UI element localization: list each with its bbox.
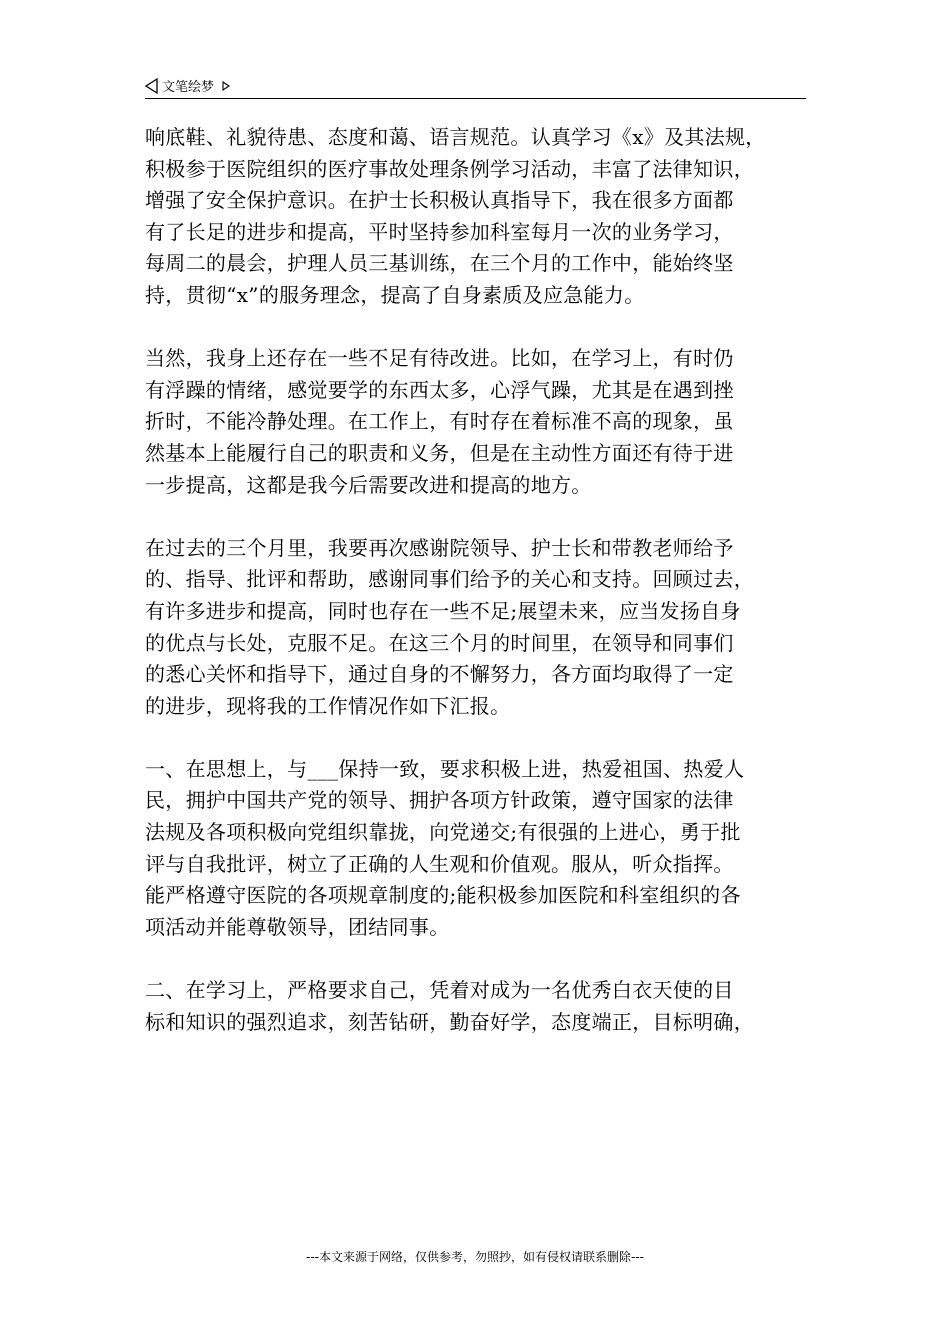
triangle-right-icon	[222, 81, 230, 91]
text-line: 在过去的三个月里，我要再次感谢院领导、护士长和带教老师给予	[145, 535, 734, 560]
text-line: 每周二的晨会，护理人员三基训练，在三个月的工作中，能始终坚	[145, 251, 734, 276]
text-line: 项活动并能尊敬领导，团结同事。	[145, 914, 450, 939]
text-line: 一、在思想上，与___保持一致，要求积极上进，热爱祖国、热爱人	[145, 756, 745, 781]
paragraph-spacer	[145, 501, 815, 533]
text-line: 一步提高，这都是我今后需要改进和提高的地方。	[145, 472, 592, 497]
text-line: 折时，不能冷静处理。在工作上，有时存在着标准不高的现象，虽	[145, 409, 734, 434]
paragraph-3	[145, 533, 815, 723]
text-line: 标和知识的强烈追求，刻苦钻研，勤奋好学，态度端正，目标明确，	[145, 1009, 754, 1034]
text-line: 有许多进步和提高，同时也存在一些不足;展望未来，应当发扬自身	[145, 598, 741, 623]
text-line: 能严格遵守医院的各项规章制度的;能积极参加医院和科室组织的各	[145, 883, 741, 908]
paragraph-2	[145, 343, 815, 501]
header-brand-group	[145, 76, 230, 95]
text-line: 然基本上能履行自己的职责和义务，但是在主动性方面还有待于进	[145, 440, 734, 465]
page-footer-disclaimer: ---本文来源于网络，仅供参考，勿照抄，如有侵权请联系删除---	[306, 1250, 644, 1264]
document-body	[145, 122, 815, 1038]
paragraph-spacer	[145, 722, 815, 754]
text-line: 积极参于医院组织的医疗事故处理条例学习活动，丰富了法律知识，	[145, 156, 754, 181]
text-line: 的、指导、批评和帮助，感谢同事们给予的关心和支持。回顾过去，	[145, 567, 754, 592]
text-line: 二、在学习上，严格要求自己，凭着对成为一名优秀白衣天使的目	[145, 978, 734, 1003]
page-header	[145, 74, 806, 99]
text-line: 的优点与长处，克服不足。在这三个月的时间里，在领导和同事们	[145, 630, 734, 655]
text-line: 有了长足的进步和提高，平时坚持参加科室每月一次的业务学习，	[145, 219, 734, 244]
paragraph-4	[145, 754, 815, 944]
text-line: 民，拥护中国共产党的领导、拥护各项方针政策，遵守国家的法律	[145, 788, 734, 813]
text-line: 的悉心关怀和指导下，通过自身的不懈努力，各方面均取得了一定	[145, 662, 734, 687]
text-line: 评与自我批评，树立了正确的人生观和价值观。服从，听众指挥。	[145, 851, 734, 876]
paragraph-spacer	[145, 312, 815, 344]
header-brand-text: 文笔绘梦	[162, 80, 215, 95]
paragraph-5	[145, 975, 815, 1038]
triangle-left-icon	[145, 78, 158, 94]
text-line: 当然，我身上还存在一些不足有待改进。比如，在学习上，有时仍	[145, 346, 734, 371]
text-line: 增强了安全保护意识。在护士长积极认真指导下，我在很多方面都	[145, 188, 734, 213]
text-line: 法规及各项积极向党组织靠拢，向党递交;有很强的上进心，勇于批	[145, 820, 741, 845]
text-line: 的进步，现将我的工作情况作如下汇报。	[145, 693, 511, 718]
text-line: 持，贯彻“x”的服务理念，提高了自身素质及应急能力。	[145, 282, 645, 307]
text-line: 有浮躁的情绪，感觉要学的东西太多，心浮气躁，尤其是在遇到挫	[145, 377, 734, 402]
paragraph-spacer	[145, 943, 815, 975]
text-line: 响底鞋、礼貌待患、态度和蔼、语言规范。认真学习《x》及其法规，	[145, 125, 766, 149]
paragraph-1	[145, 122, 815, 312]
